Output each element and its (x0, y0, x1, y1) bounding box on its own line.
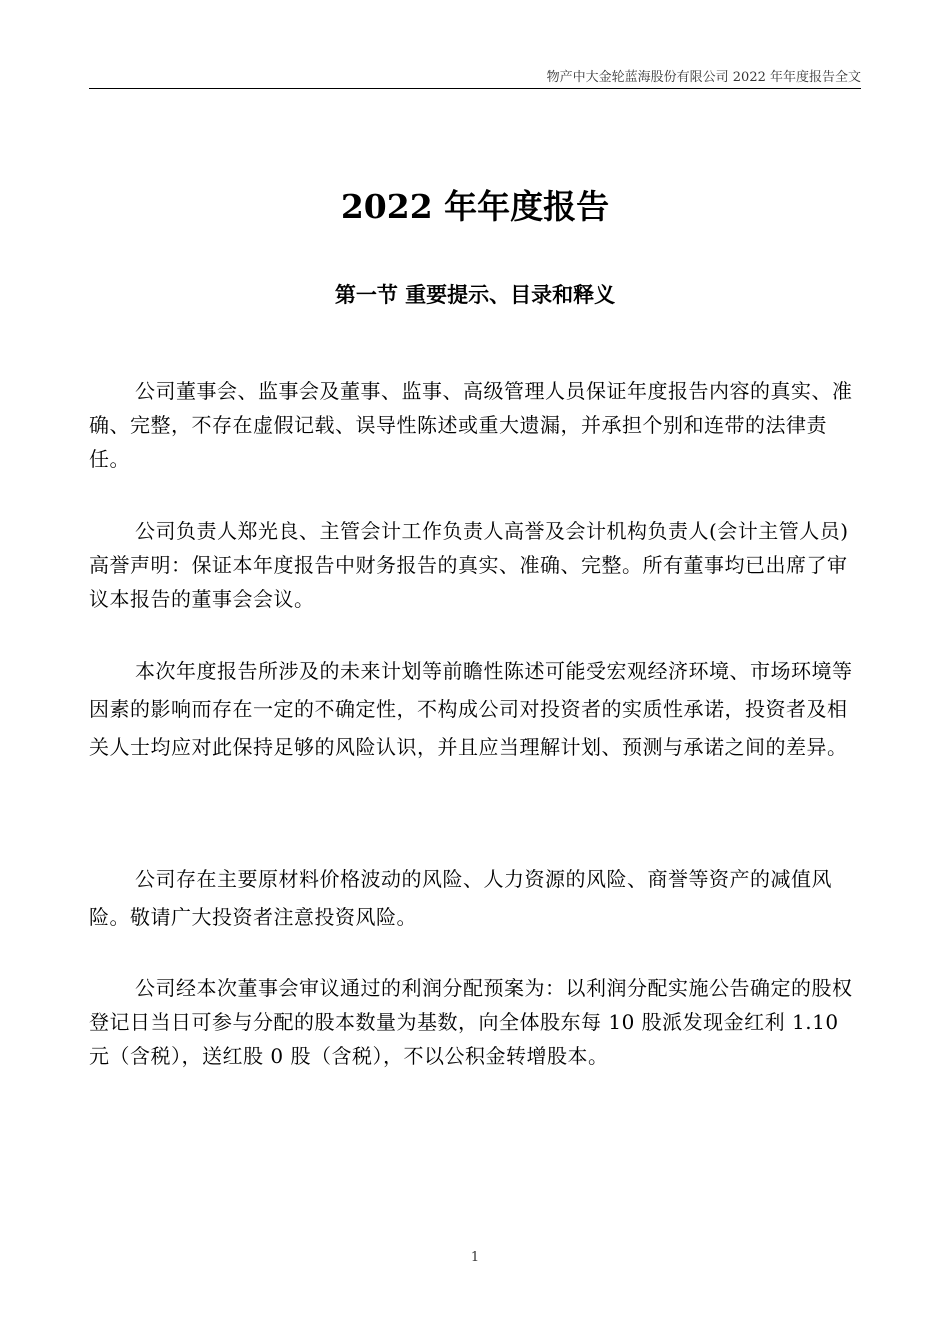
report-title: 2022 年年度报告 (340, 187, 610, 226)
paragraph-board-guarantee: 公司董事会、监事会及董事、监事、高级管理人员保证年度报告内容的真实、准确、完整，不存在虚假记载、误导性陈述或重大遗漏，并承担个别和连带的法律责任。 (89, 379, 853, 471)
paragraph-responsible-persons-statement: 公司负责人郑光良、主管会计工作负责人高誉及会计机构负责人(会计主管人员)高誉声明：保证本年度报告中财务报告的真实、准确、完整。所有董事均已出席了审议本报告的董事会会议。 (89, 519, 849, 611)
paragraph-forward-looking-statements: 本次年度报告所涉及的未来计划等前瞻性陈述可能受宏观经济环境、市场环境等因素的影响而存在一定的不确定性，不构成公司对投资者的实质性承诺，投资者及相关人士均应对此保持足够的风险认识，并且应当理解计划、预测与承诺之间的差异。 (89, 659, 853, 759)
running-header: 物产中大金轮蓝海股份有限公司 2022 年年度报告全文 (546, 70, 861, 85)
paragraph-profit-distribution: 公司经本次董事会审议通过的利润分配预案为：以利润分配实施公告确定的股权登记日当日可参与分配的股本数量为基数，向全体股东每 10 股派发现金红利 1.10 元（含税），送红股 0 股（含税），不以公积金转增股本。 (89, 976, 853, 1068)
page-number: 1 (470, 1250, 480, 1265)
paragraph-risk-notice: 公司存在主要原材料价格波动的风险、人力资源的风险、商誉等资产的减值风险。敬请广大投资者注意投资风险。 (89, 867, 832, 929)
header-divider (89, 88, 861, 89)
section-title: 第一节 重要提示、目录和释义 (334, 282, 616, 307)
